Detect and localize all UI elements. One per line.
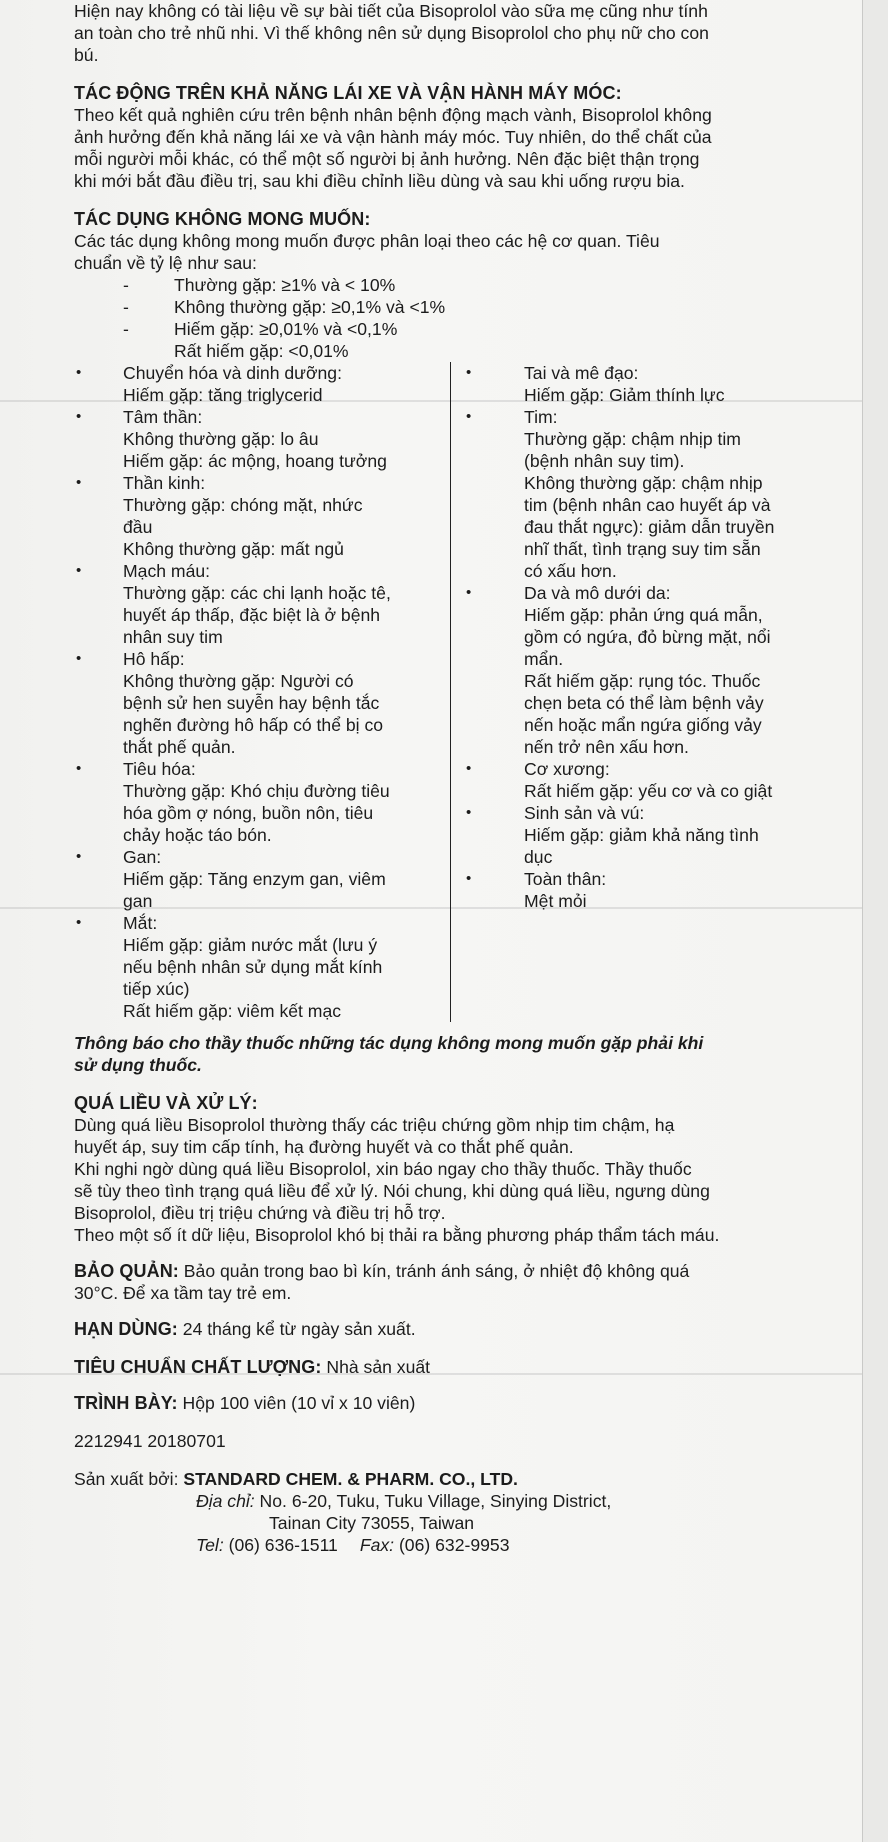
bullet-icon: • [466, 584, 472, 601]
organ-group: • Mạch máu: Thường gặp: các chi lạnh hoặc tê, huyết áp thấp, đặc biệt là ở bệnh nhân suy tim [76, 561, 391, 647]
organ-group: • Tiêu hóa: Thường gặp: Khó chịu đường tiêu hóa gồm ợ nóng, buồn nôn, tiêu chảy hoặc táo bón. [76, 759, 390, 845]
bullet-icon: • [466, 364, 472, 381]
organ-group: • Toàn thân: Mệt mỏi [466, 869, 607, 911]
address-text: No. 6-20, Tuku, Tuku Village, Sinying District, [254, 1491, 612, 1511]
notice-line: Thông báo cho thầy thuốc những tác dụng không mong muốn gặp phải khi [74, 1033, 704, 1053]
frequency-item: Rất hiếm gặp: <0,01% [174, 341, 349, 361]
text-line: chuẩn về tỷ lệ như sau: [74, 253, 257, 273]
organ-group: • Da và mô dưới da: Hiếm gặp: phản ứng quá mẫn, gồm có ngứa, đỏ bừng mặt, nổi mẩn. Rất hiếm gặp: rụng tóc. Thuốc chẹn beta có thể làm bệnh vảy nến hoặc mẩn ngứa giống vảy nến trở nên xấu hơn. [466, 583, 771, 757]
organ-group: • Mắt: Hiếm gặp: giảm nước mắt (lưu ý nếu bệnh nhân sử dụng mắt kính tiếp xúc) Rất hiếm gặp: viêm kết mạc [76, 913, 383, 1021]
frequency-list [74, 274, 850, 362]
text-line: Bisoprolol, điều trị triệu chứng và điều trị hỗ trợ. [74, 1203, 446, 1223]
bullet-icon: • [466, 760, 472, 777]
text-line: Dùng quá liều Bisoprolol thường thấy các triệu chứng gồm nhịp tim chậm, hạ [74, 1115, 675, 1135]
shelf-life-line: HẠN DÙNG: 24 tháng kể từ ngày sản xuất. [74, 1319, 416, 1339]
tel-value: (06) 636-1511 [223, 1535, 338, 1555]
storage-label: BẢO QUẢN: [74, 1261, 179, 1281]
bullet-icon: • [76, 848, 82, 865]
notice-line: sử dụng thuốc. [74, 1055, 202, 1075]
leaflet-content [74, 0, 850, 1556]
text-line: ảnh hưởng đến khả năng lái xe và vận hành máy móc. Tuy nhiên, do thể chất của [74, 127, 712, 147]
bullet-icon: • [466, 804, 472, 821]
frequency-item: - Thường gặp: ≥1% và < 10% [123, 275, 396, 295]
address-text: Tainan City 73055, Taiwan [269, 1513, 475, 1533]
bullet-icon: • [466, 408, 472, 425]
section-heading: TÁC DỤNG KHÔNG MONG MUỐN: [74, 209, 371, 229]
address-label: Địa chỉ: [196, 1491, 255, 1511]
text-line: Theo kết quả nghiên cứu trên bệnh nhân bệnh động mạch vành, Bisoprolol không [74, 105, 712, 125]
scanner-edge [862, 0, 888, 1842]
frequency-item: - Không thường gặp: ≥0,1% và <1% [123, 297, 446, 317]
quality-line: TIÊU CHUẨN CHẤT LƯỢNG: Nhà sản xuất [74, 1357, 431, 1377]
manufacturer-block [74, 1468, 850, 1556]
intro-line: Hiện nay không có tài liệu về sự bài tiết của Bisoprolol vào sữa mẹ cũng như tính [74, 1, 708, 21]
fax-value: (06) 632-9953 [394, 1535, 510, 1555]
bullet-icon: • [466, 870, 472, 887]
organ-group: • Cơ xương: Rất hiếm gặp: yếu cơ và co giật [466, 759, 773, 801]
text-line: khi mới bắt đầu điều trị, sau khi điều chỉnh liều dùng và sau khi uống rượu bia. [74, 171, 685, 191]
presentation-line: TRÌNH BÀY: Hộp 100 viên (10 vỉ x 10 viên) [74, 1393, 416, 1413]
section-heading: QUÁ LIỀU VÀ XỬ LÝ: [74, 1093, 258, 1113]
frequency-item: - Hiếm gặp: ≥0,01% và <0,1% [123, 319, 398, 339]
manufacturer-name: STANDARD CHEM. & PHARM. CO., LTD. [183, 1469, 518, 1489]
driving-section [74, 82, 850, 192]
text-line: huyết áp, suy tim cấp tính, hạ đường huyết và co thắt phế quản. [74, 1137, 574, 1157]
bullet-icon: • [76, 364, 82, 381]
intro-line: an toàn cho trẻ nhũ nhi. Vì thế không nên sử dụng Bisoprolol cho phụ nữ cho con [74, 23, 709, 43]
text-line: sẽ tùy theo tình trạng quá liều để xử lý. Nói chung, khi dùng quá liều, ngưng dùng [74, 1181, 710, 1201]
bullet-icon: • [76, 408, 82, 425]
intro-paragraph [74, 0, 850, 66]
bullet-icon: • [76, 914, 82, 931]
bullet-icon: • [76, 760, 82, 777]
text-line: Theo một số ít dữ liệu, Bisoprolol khó bị thải ra bằng phương pháp thẩm tách máu. [74, 1225, 720, 1245]
bullet-icon: • [76, 562, 82, 579]
organ-group: • Gan: Hiếm gặp: Tăng enzym gan, viêm gan [76, 847, 386, 911]
text-line: Khi nghi ngờ dùng quá liều Bisoprolol, xin báo ngay cho thầy thuốc. Thầy thuốc [74, 1159, 692, 1179]
organ-group: • Sinh sản và vú: Hiếm gặp: giảm khả năng tình dục [466, 803, 759, 867]
bullet-icon: • [76, 474, 82, 491]
organ-group: • Hô hấp: Không thường gặp: Người có bệnh sử hen suyễn hay bệnh tắc nghẽn đường hô hấp có thể bị co thắt phế quản. [76, 649, 384, 757]
bullet-icon: • [76, 650, 82, 667]
tel-label: Tel: [196, 1535, 224, 1555]
organ-group: • Tim: Thường gặp: chậm nhịp tim (bệnh nhân suy tim). Không thường gặp: chậm nhịp tim (bệnh nhân cao huyết áp và đau thắt ngực): giảm dẫn truyền nhĩ thất, tình trạng suy tim sẵn có xấu hơn. [466, 407, 775, 581]
overdose-section [74, 1092, 850, 1246]
text-line: mỗi người mỗi khác, có thể một số người bị ảnh hưởng. Nên đặc biệt thận trọng [74, 149, 700, 169]
fax-label: Fax: [359, 1535, 395, 1555]
storage-text: 30°C. Để xa tầm tay trẻ em. [74, 1283, 292, 1303]
left-column [74, 362, 450, 1022]
storage-text: Bảo quản trong bao bì kín, tránh ánh sáng, ở nhiệt độ không quá [178, 1261, 690, 1281]
side-effects-section [74, 208, 850, 1076]
organ-group: • Tâm thần: Không thường gặp: lo âu Hiếm gặp: ác mộng, hoang tưởng [76, 407, 387, 471]
organ-group: • Thần kinh: Thường gặp: chóng mặt, nhức đầu Không thường gặp: mất ngủ [76, 473, 363, 559]
batch-code: 2212941 20180701 [74, 1431, 226, 1451]
storage-section [74, 1260, 850, 1304]
side-effects-table [74, 362, 850, 1022]
right-column [450, 362, 850, 1022]
manufacturer-label: Sản xuất bởi: [74, 1469, 184, 1489]
organ-group: • Chuyển hóa và dinh dưỡng: Hiếm gặp: tăng triglycerid [76, 363, 342, 405]
text-line: Các tác dụng không mong muốn được phân loại theo các hệ cơ quan. Tiêu [74, 231, 660, 251]
organ-group: • Tai và mê đạo: Hiếm gặp: Giảm thính lực [466, 363, 725, 405]
intro-line: bú. [74, 45, 99, 65]
section-heading: TÁC ĐỘNG TRÊN KHẢ NĂNG LÁI XE VÀ VẬN HÀNH MÁY MÓC: [74, 83, 622, 103]
